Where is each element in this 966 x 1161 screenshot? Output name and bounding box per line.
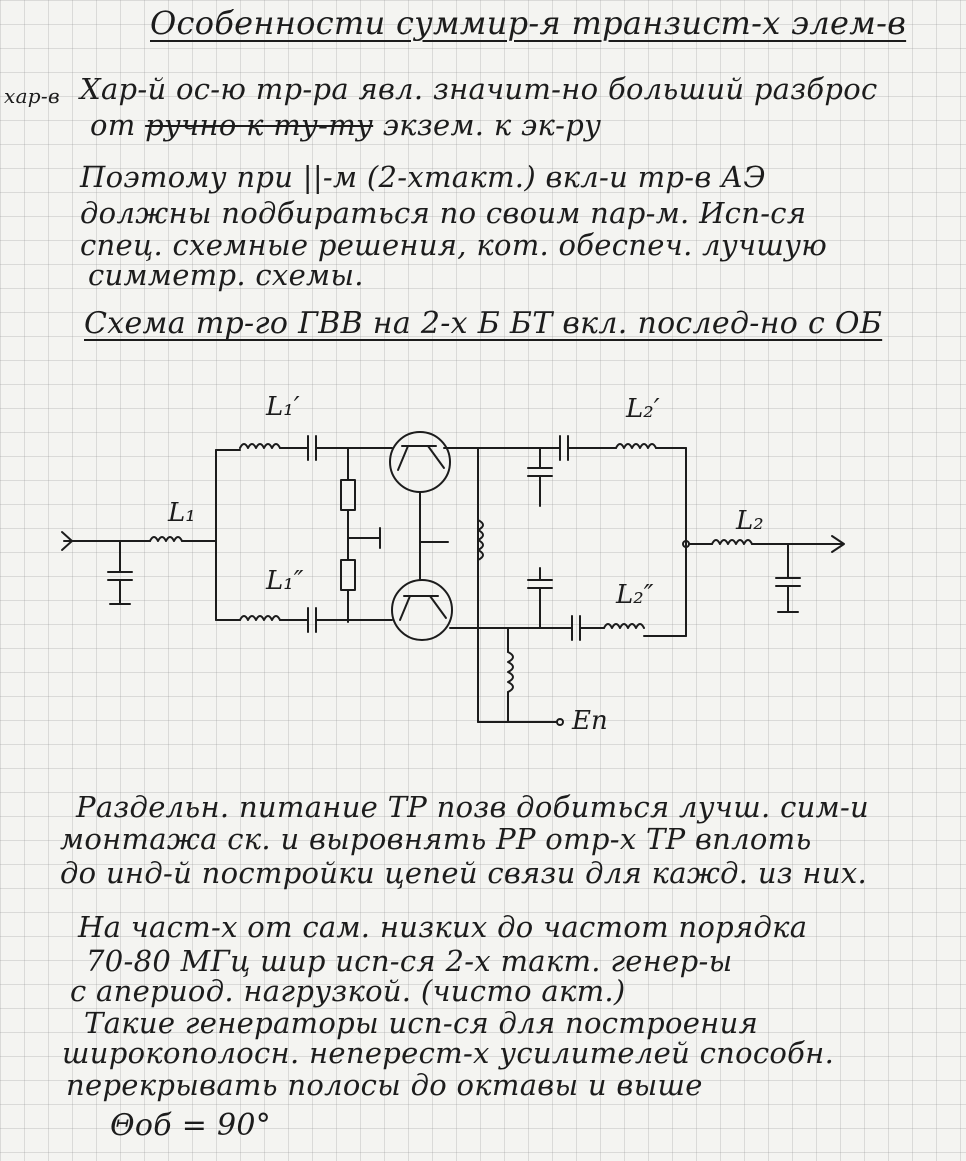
inductor-L2-top (616, 444, 656, 448)
inductor-L1-bottom (240, 616, 280, 620)
supply-inductor (508, 652, 513, 692)
label-L1: L₁ (168, 498, 196, 528)
text-line-2-start: от (90, 108, 136, 142)
transistor-top-collector (428, 446, 444, 468)
label-L2-bottom: L₂″ (616, 580, 654, 610)
inductor-L2 (712, 540, 752, 544)
supply-terminal (557, 719, 563, 725)
resistor-bottom (341, 560, 355, 590)
para2-line-1: На част-х от сам. низких до частот порядка (78, 910, 808, 944)
text-line-4: должны подбираться по своим пар-м. Исп-ся (80, 196, 807, 230)
text-line-1: Хар-й ос-ю тр-ра явл. значит-но больший разброс (80, 72, 878, 106)
circuit-heading: Схема тр-го ГВВ на 2-х Б БТ вкл. послед-но с ОБ (84, 306, 883, 341)
text-line-3: Поэтому при ||-м (2-хтакт.) вкл-и тр-в АЭ (80, 160, 766, 194)
label-supply: Eп (572, 706, 608, 736)
para1-line-3: до инд-й постройки цепей связи для кажд. из них. (60, 856, 867, 890)
para1-line-2: монтажа ск. и выровнять РР отр-х ТР вплоть (60, 822, 812, 856)
label-L2: L₂ (736, 506, 764, 536)
struck-text: ручно к ту-ту (145, 108, 374, 142)
page-title: Особенности суммир-я транзист-х элем-в (150, 4, 907, 42)
text-line-2-end: экзем. к эк-ру (382, 108, 602, 142)
label-L2-top: L₂′ (626, 394, 660, 424)
para2-line-2: 70-80 МГц шир исп-ся 2-х такт. генер-ы (86, 944, 733, 978)
transistor-top (390, 432, 450, 492)
para2-line-3: с апериод. нагрузкой. (чисто акт.) (70, 974, 626, 1008)
para2-line-6: перекрывать полосы до октавы и выше (66, 1068, 703, 1102)
transistor-bottom (392, 580, 452, 640)
label-L1-top: L₁′ (266, 392, 300, 422)
para1-line-1: Раздельн. питание ТР позв добиться лучш. сим-и (76, 790, 870, 824)
text-line-5: спец. схемные решения, кот. обеспеч. лучшую (80, 228, 828, 262)
transistor-top-emitter (398, 446, 408, 470)
label-L1-bottom: L₁″ (266, 566, 304, 596)
transistor-bottom-emitter (400, 596, 410, 620)
para2-line-5: широкополосн. неперест-х усилителей способн. (62, 1036, 835, 1070)
inductor-L1-top (240, 444, 280, 448)
margin-note: хар-в (4, 84, 60, 108)
resistor-top (341, 480, 355, 510)
para2-line-4: Такие генераторы исп-ся для построения (84, 1006, 759, 1040)
inductor-L2-bottom (604, 624, 644, 628)
formula: Θоб = 90° (110, 1108, 272, 1143)
inductor-L1 (150, 537, 182, 541)
transistor-bottom-collector (430, 596, 446, 618)
text-line-6: симметр. схемы. (88, 258, 364, 292)
